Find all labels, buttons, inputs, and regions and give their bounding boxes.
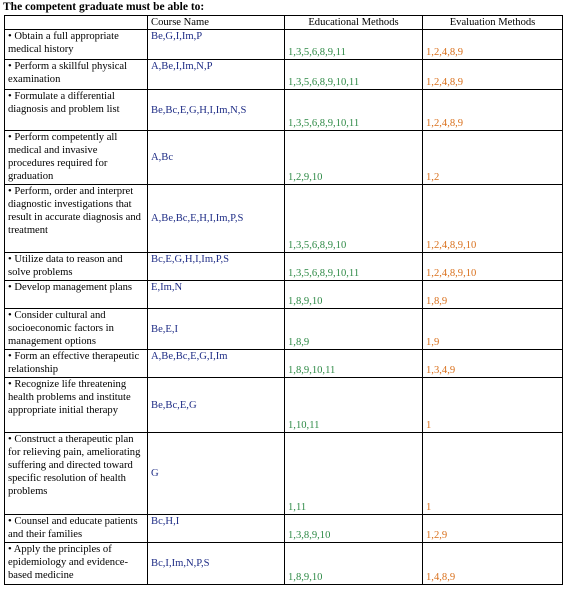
evaluation-methods-cell: 1,2,4,8,9 — [423, 90, 563, 131]
header-goal — [5, 16, 148, 30]
table-row — [5, 433, 563, 515]
page-heading: The competent graduate must be able to: — [3, 1, 205, 13]
goal-cell: • Obtain a full appropriate medical history — [5, 30, 148, 60]
evaluation-methods-cell: 1 — [423, 378, 563, 433]
evaluation-methods-cell: 1,2,4,8,9,10 — [423, 253, 563, 281]
course-cell: Bc,H,I — [148, 515, 285, 543]
goal-cell: • Develop management plans — [5, 281, 148, 309]
course-cell: Be,E,I — [148, 309, 285, 350]
table-row — [5, 90, 563, 131]
course-cell: A,Be,Bc,E,G,I,Im — [148, 350, 285, 378]
educational-methods-cell: 1,3,5,6,8,9,10 — [285, 185, 423, 253]
educational-methods-cell: 1,8,9,10 — [285, 281, 423, 309]
course-cell: E,Im,N — [148, 281, 285, 309]
educational-methods-cell: 1,3,8,9,10 — [285, 515, 423, 543]
educational-methods-cell: 1,10,11 — [285, 378, 423, 433]
table-row — [5, 309, 563, 350]
goal-cell: • Perform, order and interpret diagnostic investigations that result in accurate diagnosis and treatment — [5, 185, 148, 253]
goal-cell: • Perform competently all medical and invasive procedures required for graduation — [5, 131, 148, 185]
course-cell: G — [148, 433, 285, 515]
course-cell: Bc,I,Im,N,P,S — [148, 543, 285, 585]
evaluation-methods-cell: 1,2,4,8,9 — [423, 60, 563, 90]
table-row — [5, 30, 563, 60]
header-course-name: Course Name — [148, 16, 285, 30]
table-row — [5, 281, 563, 309]
goal-cell: • Utilize data to reason and solve problems — [5, 253, 148, 281]
course-cell: Be,G,I,Im,P — [148, 30, 285, 60]
course-cell: A,Be,I,Im,N,P — [148, 60, 285, 90]
evaluation-methods-cell: 1,2,9 — [423, 515, 563, 543]
course-cell: Be,Bc,E,G — [148, 378, 285, 433]
goal-cell: • Recognize life threatening health problems and institute appropriate initial therapy — [5, 378, 148, 433]
course-cell: Bc,E,G,H,I,Im,P,S — [148, 253, 285, 281]
educational-methods-cell: 1,3,5,6,8,9,10,11 — [285, 90, 423, 131]
evaluation-methods-cell: 1,4,8,9 — [423, 543, 563, 585]
course-cell: A,Bc — [148, 131, 285, 185]
educational-methods-cell: 1,3,5,6,8,9,10,11 — [285, 253, 423, 281]
table-row — [5, 253, 563, 281]
educational-methods-cell: 1,3,5,6,8,9,10,11 — [285, 60, 423, 90]
table-row — [5, 515, 563, 543]
goal-cell: • Perform a skillful physical examination — [5, 60, 148, 90]
evaluation-methods-cell: 1,3,4,9 — [423, 350, 563, 378]
table-row — [5, 131, 563, 185]
competency-table — [4, 15, 563, 585]
table-row — [5, 378, 563, 433]
educational-methods-cell: 1,8,9,10,11 — [285, 350, 423, 378]
goal-cell: • Consider cultural and socioeconomic factors in management options — [5, 309, 148, 350]
course-cell: A,Be,Bc,E,H,I,Im,P,S — [148, 185, 285, 253]
educational-methods-cell: 1,11 — [285, 433, 423, 515]
evaluation-methods-cell: 1,2 — [423, 131, 563, 185]
goal-cell: • Formulate a differential diagnosis and problem list — [5, 90, 148, 131]
goal-cell: • Apply the principles of epidemiology and evidence-based medicine — [5, 543, 148, 585]
header-educational-methods: Educational Methods — [285, 16, 423, 30]
header-evaluation-methods: Evaluation Methods — [423, 16, 563, 30]
course-cell: Be,Bc,E,G,H,I,Im,N,S — [148, 90, 285, 131]
table-header-row — [5, 16, 563, 30]
goal-cell: • Counsel and educate patients and their families — [5, 515, 148, 543]
evaluation-methods-cell: 1,2,4,8,9 — [423, 30, 563, 60]
evaluation-methods-cell: 1 — [423, 433, 563, 515]
evaluation-methods-cell: 1,9 — [423, 309, 563, 350]
educational-methods-cell: 1,8,9 — [285, 309, 423, 350]
table-row — [5, 185, 563, 253]
goal-cell: • Construct a therapeutic plan for relieving pain, ameliorating suffering and directed toward specific resolution of health problems — [5, 433, 148, 515]
evaluation-methods-cell: 1,2,4,8,9,10 — [423, 185, 563, 253]
table-row — [5, 60, 563, 90]
educational-methods-cell: 1,8,9,10 — [285, 543, 423, 585]
table-row — [5, 350, 563, 378]
evaluation-methods-cell: 1,8,9 — [423, 281, 563, 309]
educational-methods-cell: 1,3,5,6,8,9,11 — [285, 30, 423, 60]
table-row — [5, 543, 563, 585]
goal-cell: • Form an effective therapeutic relationship — [5, 350, 148, 378]
educational-methods-cell: 1,2,9,10 — [285, 131, 423, 185]
